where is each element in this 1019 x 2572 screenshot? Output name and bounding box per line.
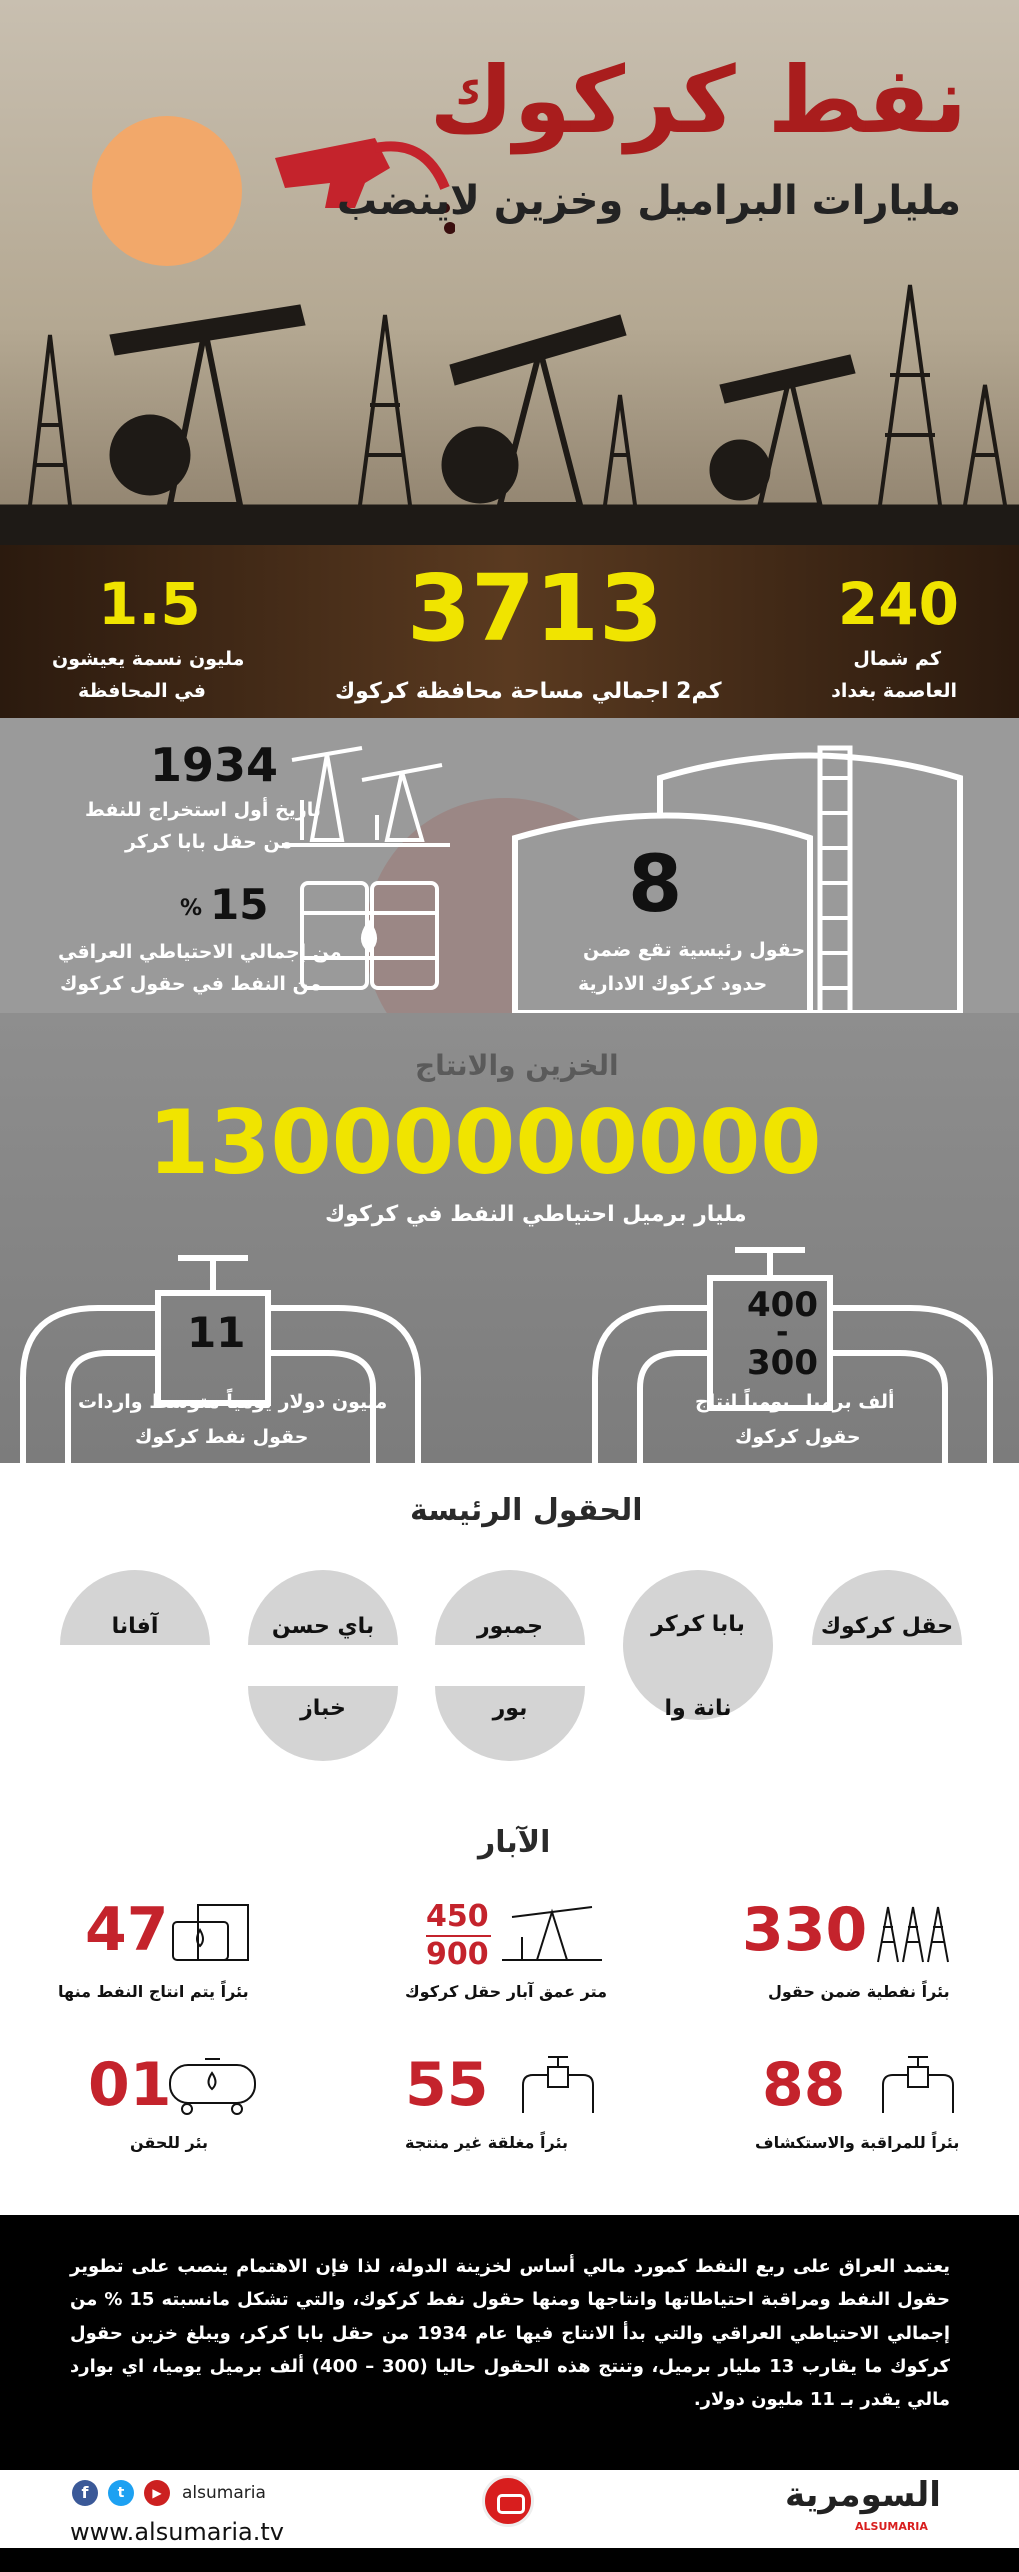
producing-wells-value: 47	[85, 1895, 169, 1965]
reserves-section	[0, 1013, 1019, 1463]
first-extraction-caption-1: تاريخ أول استخراج للنفط	[85, 799, 322, 821]
bottom-bar	[0, 2548, 1019, 2572]
pipe-icon	[878, 2055, 958, 2115]
depth-bottom-value: 900	[426, 1937, 489, 1972]
page-subtitle: مليارات البراميل وخزين لاينضب	[336, 178, 961, 224]
pumpjacks-outline-icon	[282, 740, 450, 850]
production-caption-1: ألف برميل يومياً انتاج	[695, 1391, 895, 1413]
reserve-percent-caption-1: من إجمالي الاحتياطي العراقي	[58, 941, 342, 963]
depth-top-value: 450	[426, 1899, 489, 1934]
injection-wells-value: 01	[88, 2050, 172, 2120]
field-khabbaz: خباز	[248, 1686, 398, 1761]
area-value: 3713	[407, 555, 664, 662]
derricks-icon	[873, 1902, 958, 1964]
wells-total-caption: بئراً نفطية ضمن حقول	[768, 1982, 950, 2001]
producing-wells-caption: بئراً يتم انتاج النفط منها	[58, 1982, 249, 2001]
population-caption-2: في المحافظة	[78, 680, 206, 702]
reserve-percent-value: 15	[210, 880, 269, 929]
revenue-caption-2: حقول نفط كركوك	[135, 1426, 309, 1448]
tank-icon	[168, 1900, 256, 1962]
reserve-percent-caption-2: من النفط في حقول كركوك	[60, 973, 322, 995]
history-section	[0, 718, 1019, 1013]
brand-logo-arabic: السومرية	[785, 2475, 941, 2515]
pipe-closed-icon	[518, 2055, 598, 2115]
summary-section	[0, 2215, 1019, 2470]
production-bottom-value: 300	[747, 1343, 818, 1383]
brand-logo-latin: ALSUMARIA	[855, 2520, 928, 2533]
fields-count-caption-1: حقول رئيسية تقع ضمن	[583, 939, 806, 961]
field-nana-wa: نانة وا	[664, 1696, 732, 1721]
pumpjack-icon	[502, 1902, 602, 1962]
field-afana: آفانا	[60, 1570, 210, 1645]
summary-text: يعتمد العراق على ربع النفط كمورد مالي أساس لخزينة الدولة، لذا فإن الاهتمام ينصب على تطوير حقول النفط ومراقبة احتياطاتها وانتاجها ومنها حقول نفط كركوك، والتي تشكل مانسبته 15 % من إجمالي الاحتياطي العراقي والتي بدأ الانتاج فيها عام 1934 من حقل بابا كركر، ويبلغ خزين حقول كركوك ما يقارب 13 مليار برميل، وتنتج هذه الحقول حاليا (300 – 400) ألف برميل يوميا، اي بوارد مالي يقدر بـ 11 مليون دولار.	[70, 2256, 950, 2411]
production-dash: -	[776, 1315, 789, 1350]
social-handle[interactable]: alsumaria	[182, 2483, 266, 2503]
fields-count-value: 8	[628, 840, 683, 930]
oilfield-silhouette-icon	[0, 255, 1019, 545]
depth-caption: متر عمق آبار حقل كركوك	[405, 1982, 608, 2001]
key-stats-band	[0, 545, 1019, 718]
sun-icon	[92, 116, 242, 266]
main-fields-title: الحقول الرئيسة	[410, 1493, 643, 1528]
tanker-icon	[165, 2055, 260, 2115]
revenue-caption-1: مليون دولار يومياً متوسط واردات	[78, 1391, 388, 1413]
reserves-title: الخزين والانتاج	[415, 1049, 619, 1082]
field-baba-gurgur: بابا كركر	[623, 1570, 773, 1720]
revenue-value: 11	[187, 1308, 246, 1357]
hero-section	[0, 0, 1019, 545]
website-link[interactable]: www.alsumaria.tv	[70, 2518, 284, 2546]
closed-wells-caption: بئراً مغلقة غير منتجة	[405, 2133, 568, 2152]
field-jambur: جمبور	[435, 1570, 585, 1645]
facebook-icon[interactable]: f	[72, 2480, 98, 2506]
distance-caption-2: العاصمة بغداد	[831, 680, 957, 702]
injection-wells-caption: بئر للحقن	[130, 2133, 209, 2152]
distance-value: 240	[837, 570, 959, 638]
reserve-percent-sign: %	[180, 896, 203, 921]
production-top-value: 400	[747, 1285, 818, 1325]
monitoring-wells-value: 88	[762, 2050, 846, 2120]
field-bai-hassan: باي حسن	[248, 1570, 398, 1645]
distance-caption-1: كم شمال	[853, 648, 941, 670]
youtube-icon[interactable]: ▶	[144, 2480, 170, 2506]
field-kirkuk: حقل كركوك	[812, 1570, 962, 1645]
page-title: نفط كركوك	[429, 47, 967, 154]
population-caption-1: مليون نسمة يعيشون	[52, 648, 245, 670]
twitter-icon[interactable]: t	[108, 2480, 134, 2506]
first-extraction-caption-2: من حقل بابا كركر	[125, 831, 293, 853]
area-caption: كم2 اجمالي مساحة محافظة كركوك	[335, 679, 722, 704]
storage-tank-icon	[510, 718, 970, 1013]
wells-title: الآبار	[478, 1825, 551, 1860]
closed-wells-value: 55	[405, 2050, 489, 2120]
fields-count-caption-2: حدود كركوك الادارية	[578, 973, 768, 995]
first-extraction-year: 1934	[150, 738, 279, 792]
center-logo-icon	[482, 2475, 534, 2527]
reserves-barrels-caption: مليار برميل احتياطي النفط في كركوك	[325, 1202, 747, 1227]
population-value: 1.5	[98, 570, 201, 638]
monitoring-wells-caption: بئراً للمراقبة والاستكشاف	[755, 2133, 960, 2152]
wells-total-value: 330	[742, 1895, 868, 1965]
reserves-barrels-value: 13000000000	[148, 1091, 822, 1194]
production-caption-2: حقول كركوك	[735, 1426, 861, 1448]
field-bor: بور	[435, 1686, 585, 1761]
